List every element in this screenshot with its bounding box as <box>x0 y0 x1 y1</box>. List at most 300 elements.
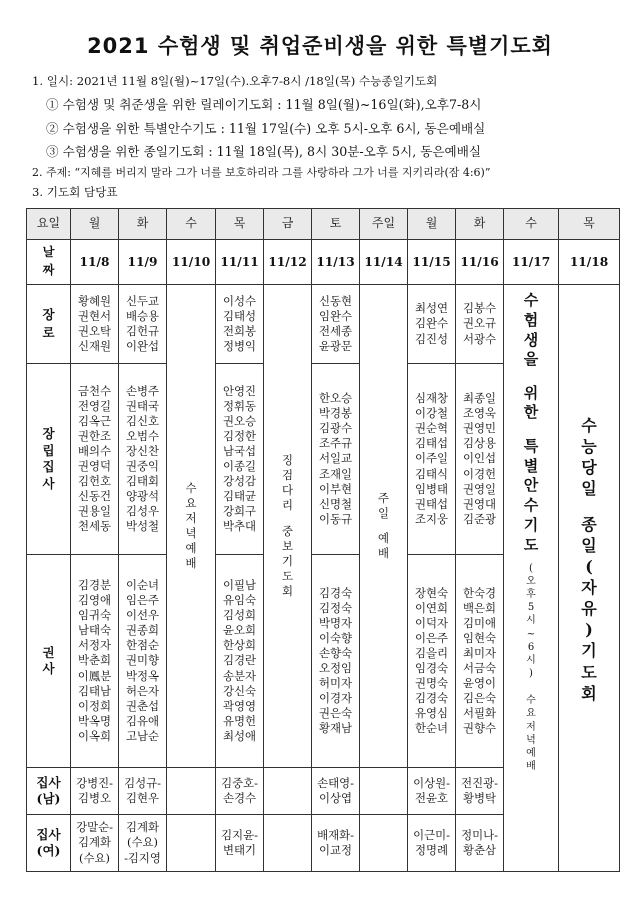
prayer-schedule-table <box>26 208 620 872</box>
deacon-m-mon-1 <box>71 768 119 815</box>
name-entry: 이옥희 <box>77 728 111 743</box>
name-entry: 오정임 <box>318 661 352 675</box>
header-cell: 월 <box>408 209 456 240</box>
row-label-elder <box>27 285 71 364</box>
name-entry: 장신찬 <box>125 443 159 458</box>
row-label-kwonsa <box>27 555 71 768</box>
sunday-service <box>360 285 408 768</box>
name-entry: 김광수 <box>318 421 352 436</box>
name-entry: 조재일 <box>318 466 352 481</box>
header-cell: 수 <box>504 209 559 240</box>
name-entry: 조지웅 <box>414 511 448 526</box>
name-entry: 권영민 <box>462 421 496 436</box>
name-entry: 김을리 <box>414 645 448 660</box>
name-entry: 강희구 <box>222 504 256 519</box>
name-entry: 한점순 <box>125 638 159 653</box>
name-entry: 이정희 <box>77 698 111 713</box>
kwonsa-tue-2 <box>456 555 504 768</box>
name-entry: 전희봉 <box>222 324 256 338</box>
name-entry: 서정자 <box>77 638 111 653</box>
deacon-sat-1 <box>312 364 360 555</box>
vertical-char: 예 <box>185 541 197 556</box>
name-entry: 이상엽 <box>318 791 352 805</box>
row-label-deacon-female: 집사(여) <box>27 815 71 872</box>
name-entry: 김태균 <box>222 489 256 504</box>
date-cell: 11/17 <box>504 240 559 285</box>
empty-cell <box>360 768 408 815</box>
name-entry: 권오탁 <box>77 324 111 338</box>
name-entry: 조주규 <box>318 436 352 451</box>
date-cell: 11/13 <box>312 240 360 285</box>
row-label-deacon <box>27 364 71 555</box>
name-entry: 김성우 <box>125 504 159 519</box>
vertical-char: 녁 <box>526 734 536 746</box>
kwonsa-thu-1 <box>216 555 264 768</box>
name-entry: 배승용 <box>125 308 159 323</box>
name-entry: 신동건 <box>77 489 111 504</box>
vertical-char: 배 <box>185 556 197 571</box>
vertical-char: 요 <box>526 708 536 720</box>
vertical-char: 기 <box>281 553 293 568</box>
name-entry: 곽영영 <box>222 698 256 713</box>
name-entry: 이필남 <box>222 578 256 593</box>
name-entry: 박춘희 <box>77 653 111 668</box>
name-entry: 김태식 <box>414 466 448 481</box>
vertical-char: 징 <box>281 453 293 468</box>
name-entry: 송분자 <box>222 668 256 683</box>
name-entry: 김계화(수요) <box>77 835 111 865</box>
wed-evening-service <box>167 285 216 768</box>
empty-cell <box>167 768 216 815</box>
vertical-char: 유 <box>581 599 597 619</box>
name-entry: 김성규- <box>124 775 161 790</box>
vertical-char: 로 <box>42 325 55 340</box>
name-entry: 남국섭 <box>222 443 256 458</box>
name-entry: 김유애 <box>125 713 159 728</box>
elder-tue-1 <box>119 285 167 364</box>
name-entry: 김진성 <box>414 331 448 346</box>
name-entry: 이인섭 <box>462 451 496 466</box>
vertical-char: 수 <box>523 496 539 515</box>
name-entry: 박옥명 <box>77 713 111 728</box>
name-entry: 김정한 <box>222 428 256 443</box>
name-entry: 김경숙 <box>318 585 352 600</box>
name-entry: 신두교 <box>125 293 159 308</box>
vertical-char: 요 <box>185 495 197 510</box>
deacon-m-sat-1 <box>312 768 360 815</box>
vertical-char: 검 <box>281 468 293 483</box>
vertical-char: 험 <box>523 310 539 329</box>
name-entry: 윤광문 <box>318 339 352 354</box>
vertical-char: 보 <box>281 538 293 553</box>
header-cell: 화 <box>119 209 167 240</box>
name-entry: 박추대 <box>222 519 256 534</box>
name-entry: 남태숙 <box>77 623 111 638</box>
name-entry: 변태기 <box>222 843 256 857</box>
name-entry: 이동규 <box>318 511 352 526</box>
elder-mon-1 <box>71 285 119 364</box>
deacon-f-thu-1 <box>216 815 264 872</box>
name-entry: 한순녀 <box>414 721 448 736</box>
header-cell: 금 <box>264 209 312 240</box>
vertical-char: 기 <box>581 641 597 661</box>
name-entry: 권영덕 <box>77 459 111 473</box>
kwonsa-sat-1 <box>312 555 360 768</box>
vertical-char: 후 <box>526 588 536 600</box>
exam-day-all-day-prayer <box>559 285 620 872</box>
deacon-tue-1 <box>119 364 167 555</box>
vertical-char: 권 <box>42 644 55 660</box>
name-entry: 서광수 <box>462 331 496 346</box>
name-entry: 김병오 <box>77 791 111 805</box>
name-entry: 손경수 <box>222 791 256 805</box>
name-entry: 권한조 <box>77 428 111 443</box>
date-cell: 11/10 <box>167 240 216 285</box>
name-entry: 김미애 <box>462 615 496 630</box>
name-entry: 전윤호 <box>414 791 448 805</box>
wed-evening-service-text <box>167 481 215 571</box>
vertical-char: 안 <box>523 476 539 495</box>
name-entry: 김현우 <box>125 791 159 805</box>
name-entry: 김영애 <box>77 593 111 608</box>
vertical-char: ) <box>529 668 533 680</box>
vertical-char: 예 <box>377 531 389 546</box>
name-entry: 안영진 <box>222 383 256 398</box>
name-entry: 유임숙 <box>222 593 256 608</box>
kwonsa-tue-1 <box>119 555 167 768</box>
vertical-char: 저 <box>185 510 197 525</box>
name-entry: 강신숙 <box>222 683 256 698</box>
vertical-char: 도 <box>523 535 539 554</box>
name-entry: 김계화(수요) <box>125 820 159 850</box>
name-entry: 유명헌 <box>222 713 256 728</box>
vertical-char: 별 <box>523 456 539 475</box>
name-entry: 김상용 <box>462 436 496 451</box>
deacon-f-sat-1 <box>312 815 360 872</box>
name-entry: 조영욱 <box>462 406 496 421</box>
name-entry: 권순혁 <box>414 421 448 436</box>
name-entry: 신재원 <box>77 339 111 354</box>
name-entry: 금천수 <box>77 383 111 398</box>
vertical-char: 장 <box>42 426 55 441</box>
vertical-char: 도 <box>581 662 597 682</box>
name-entry: 이교정 <box>318 843 352 857</box>
vertical-char: 수 <box>581 416 597 435</box>
vertical-char: 사 <box>42 661 55 676</box>
vertical-char: ( <box>585 557 593 577</box>
name-entry: 황병탁 <box>462 791 496 805</box>
schedule-item-1: ① 수험생 및 취준생을 위한 릴레이기도회 : 11월 8일(월)~16일(화),오후7-8시 <box>46 97 482 112</box>
vertical-char: 사 <box>42 475 55 491</box>
name-entry: 강말순- <box>76 820 113 835</box>
name-entry: 권태국 <box>125 398 159 413</box>
name-entry: 임귀숙 <box>77 608 111 623</box>
name-entry: 이성수 <box>222 293 256 308</box>
deacon-tue-2 <box>456 364 504 555</box>
deacon-f-mon-2 <box>408 815 456 872</box>
name-entry: 권태섭 <box>414 496 448 511</box>
header-cell: 토 <box>312 209 360 240</box>
vertical-char: ) <box>585 620 593 640</box>
date-cell: 11/11 <box>216 240 264 285</box>
name-entry: 이부현 <box>318 481 352 496</box>
name-entry: 권영일 <box>462 481 496 496</box>
vertical-char: 당 <box>581 458 597 478</box>
name-entry: 이鳳분 <box>77 668 112 683</box>
vertical-char: 능 <box>581 437 597 457</box>
row-label-kwonsa-text <box>27 645 70 678</box>
vertical-char: 배 <box>526 761 536 773</box>
deacon-mon-2 <box>408 364 456 555</box>
name-entry: 김성희 <box>222 608 256 623</box>
row-label-deacon-text <box>27 426 70 492</box>
theme-line: 2. 주제: “지혜를 버리지 말라 그가 너를 보호하리라 그를 사랑하라 그가 너를 지키리라(잠 4:6)” <box>32 166 491 179</box>
name-entry: 서필화 <box>462 706 496 721</box>
vertical-char: 수 <box>526 695 536 707</box>
elder-mon-2 <box>408 285 456 364</box>
name-entry: 심재창 <box>414 391 448 406</box>
name-entry: 이경헌 <box>462 466 496 481</box>
deacon-thu-1 <box>216 364 264 555</box>
name-entry: 김지윤- <box>221 827 258 842</box>
name-entry: 이선우 <box>125 608 159 623</box>
deacon-mon-1 <box>71 364 119 555</box>
name-entry: 박명자 <box>318 615 352 630</box>
name-entry: 이순녀 <box>125 578 159 593</box>
deacon-m-tue-2 <box>456 768 504 815</box>
header-cell: 주일 <box>360 209 408 240</box>
wed-special-evening <box>504 694 558 773</box>
vertical-char: 일 <box>581 479 597 499</box>
name-entry: 박경봉 <box>318 406 352 421</box>
schedule-info: 1. 일시: 2021년 11월 8일(월)~17일(수).오후7-8시 /18일(목) 수능종일기도회 <box>32 74 438 88</box>
vertical-char: 5 <box>527 602 535 614</box>
name-entry: 장현숙 <box>414 585 448 600</box>
name-entry: 황재남 <box>318 721 352 736</box>
elder-thu-1 <box>216 285 264 364</box>
vertical-char: ~ <box>526 628 536 640</box>
name-entry: 유영심 <box>414 706 448 721</box>
name-entry: 권은숙 <box>318 706 352 721</box>
name-entry: 한숙경 <box>462 585 496 600</box>
name-entry: 박성철 <box>125 519 159 534</box>
name-entry: 강병진- <box>76 775 113 790</box>
name-entry: 권향수 <box>462 721 496 736</box>
name-entry: 백은희 <box>462 600 496 615</box>
name-entry: 김정숙 <box>318 600 352 615</box>
name-entry: 황혜원 <box>77 293 111 308</box>
wed-special-laying-on-hands <box>504 285 559 872</box>
name-entry: 정휘동 <box>222 398 256 413</box>
vertical-char: 자 <box>581 578 597 598</box>
deacon-m-tue-1 <box>119 768 167 815</box>
kwonsa-mon-2 <box>408 555 456 768</box>
sunday-service-text <box>360 491 407 561</box>
empty-cell <box>167 815 216 872</box>
name-entry: -김지영 <box>124 850 161 865</box>
row-label-date <box>27 240 71 285</box>
name-entry: 허은자 <box>125 683 159 698</box>
name-entry: 김경분 <box>77 578 111 593</box>
deacon-m-mon-2 <box>408 768 456 815</box>
name-entry: 김태섭 <box>414 436 448 451</box>
name-entry: 임은주 <box>125 593 159 608</box>
name-entry: 권오규 <box>462 316 496 331</box>
vertical-char: 을 <box>523 350 539 369</box>
name-entry: 이은주 <box>414 630 448 645</box>
name-entry: 이경자 <box>318 691 352 706</box>
name-entry: 정미나- <box>461 827 498 842</box>
name-entry: 이숙향 <box>318 630 352 645</box>
vertical-char: 위 <box>523 383 539 402</box>
name-entry: 권현서 <box>77 308 111 323</box>
elder-sat-1 <box>312 285 360 364</box>
name-entry: 김태남 <box>77 683 111 698</box>
name-entry: 허미자 <box>318 676 352 691</box>
name-entry: 권미향 <box>125 653 159 668</box>
name-entry: 권춘섭 <box>125 698 159 713</box>
vertical-char: 리 <box>281 498 293 513</box>
wed-special-time <box>504 562 558 681</box>
vertical-char: 수 <box>185 480 197 495</box>
fri-bridge-intercession <box>264 285 312 768</box>
vertical-char: 녁 <box>185 526 197 540</box>
name-entry: 임현숙 <box>462 630 496 645</box>
vertical-char: 생 <box>523 330 539 349</box>
name-entry: 이덕자 <box>414 615 448 630</box>
page-title: 2021 수험생 및 취업준비생을 위한 특별기도회 <box>87 34 553 58</box>
name-entry: 김태성 <box>222 308 256 323</box>
row-label-date-text <box>43 244 55 279</box>
row-label-deacon-male: 집사(남) <box>27 768 71 815</box>
vertical-char: 집 <box>42 459 55 474</box>
name-entry: 김준광 <box>462 511 496 526</box>
name-entry: 최성연 <box>414 301 448 316</box>
name-entry: 양광석 <box>125 489 159 504</box>
name-entry: 이강철 <box>414 406 448 421</box>
vertical-char: 도 <box>281 568 293 583</box>
name-entry: 손향숙 <box>318 645 352 660</box>
name-entry: 김옥근 <box>77 413 111 428</box>
name-entry: 정명례 <box>414 843 448 857</box>
wed-special-title <box>504 291 558 556</box>
name-entry: 천세동 <box>77 519 111 534</box>
name-entry: 이연희 <box>414 600 448 615</box>
name-entry: 한오승 <box>318 391 352 406</box>
name-entry: 김은숙 <box>462 691 496 706</box>
vertical-char: 저 <box>526 721 536 733</box>
vertical-char: 시 <box>526 654 536 666</box>
name-entry: 권중익 <box>125 459 159 473</box>
vertical-char: 회 <box>581 683 597 703</box>
vertical-char: 날 <box>42 245 55 260</box>
header-cell: 요일 <box>27 209 71 240</box>
deacon-f-tue-2 <box>456 815 504 872</box>
vertical-char: 다 <box>281 483 293 498</box>
name-entry: 손병주 <box>125 383 159 398</box>
vertical-char: 중 <box>281 523 293 538</box>
section-heading: 3. 기도회 담당표 <box>32 185 118 199</box>
vertical-char: 오 <box>526 575 536 587</box>
name-entry: 임병태 <box>414 481 448 496</box>
name-entry: 이종길 <box>222 459 256 473</box>
deacon-f-mon-1 <box>71 815 119 872</box>
name-entry: 임완수 <box>318 308 352 323</box>
name-entry: 손태영- <box>317 775 354 790</box>
name-entry: 이상원- <box>413 775 450 790</box>
vertical-char: 종 <box>581 514 597 534</box>
header-cell: 월 <box>71 209 119 240</box>
header-cell: 수 <box>167 209 216 240</box>
header-cell: 목 <box>216 209 264 240</box>
name-entry: 임경숙 <box>414 661 448 675</box>
name-entry: 김완수 <box>414 316 448 331</box>
name-entry: 강성감 <box>222 474 256 489</box>
empty-cell <box>360 815 408 872</box>
name-entry: 김경란 <box>222 653 256 668</box>
vertical-char: 특 <box>523 436 539 455</box>
name-entry: 오범수 <box>125 428 159 443</box>
deacon-f-tue-1 <box>119 815 167 872</box>
name-entry: 권명숙 <box>414 676 448 691</box>
date-cell: 11/12 <box>264 240 312 285</box>
vertical-char: 기 <box>523 515 539 534</box>
name-entry: 이완섭 <box>125 339 159 354</box>
name-entry: 김중호- <box>221 775 258 790</box>
name-entry: 김헌규 <box>125 324 159 338</box>
name-entry: 신동현 <box>318 293 352 308</box>
name-entry: 박정옥 <box>125 668 159 683</box>
vertical-char: 예 <box>526 748 536 759</box>
name-entry: 한상희 <box>222 638 256 653</box>
vertical-char: 한 <box>523 403 539 422</box>
name-entry: 김신호 <box>125 413 159 428</box>
name-entry: 이근미- <box>413 827 450 842</box>
vertical-char: 시 <box>526 615 536 627</box>
name-entry: 서금숙 <box>462 661 496 675</box>
name-entry: 황춘삼 <box>462 843 496 857</box>
name-entry: 전영길 <box>77 398 111 413</box>
name-entry: 윤오희 <box>222 623 256 638</box>
name-entry: 김태회 <box>125 474 159 489</box>
date-cell: 11/9 <box>119 240 167 285</box>
empty-cell <box>264 768 312 815</box>
date-cell: 11/16 <box>456 240 504 285</box>
name-entry: 전진광- <box>461 775 498 790</box>
name-entry: 최성애 <box>222 728 256 743</box>
name-entry: 서일교 <box>318 451 352 466</box>
schedule-item-2: ② 수험생을 위한 특별안수기도 : 11월 17일(수) 오후 5시-오후 6시, 동은예배실 <box>46 121 486 136</box>
date-cell: 11/8 <box>71 240 119 285</box>
vertical-char: 6 <box>527 641 535 653</box>
name-entry: 권오승 <box>222 413 256 428</box>
kwonsa-mon-1 <box>71 555 119 768</box>
date-cell: 11/15 <box>408 240 456 285</box>
name-entry: 김봉수 <box>462 301 496 316</box>
exam-day-all-day-prayer-text <box>559 415 619 704</box>
name-entry: 권영대 <box>462 496 496 511</box>
name-entry: 배의수 <box>77 443 111 458</box>
vertical-char: 회 <box>281 583 293 598</box>
date-cell: 11/18 <box>559 240 620 285</box>
name-entry: 신명철 <box>318 496 352 511</box>
elder-tue-2 <box>456 285 504 364</box>
name-entry: 최종일 <box>462 391 496 406</box>
name-entry: 김헌호 <box>77 474 111 489</box>
vertical-char: 일 <box>581 535 597 555</box>
vertical-char: 수 <box>523 291 539 309</box>
schedule-item-3: ③ 수험생을 위한 종일기도회 : 11월 18일(목), 8시 30분-오후 5시, 동은예배실 <box>46 144 482 159</box>
